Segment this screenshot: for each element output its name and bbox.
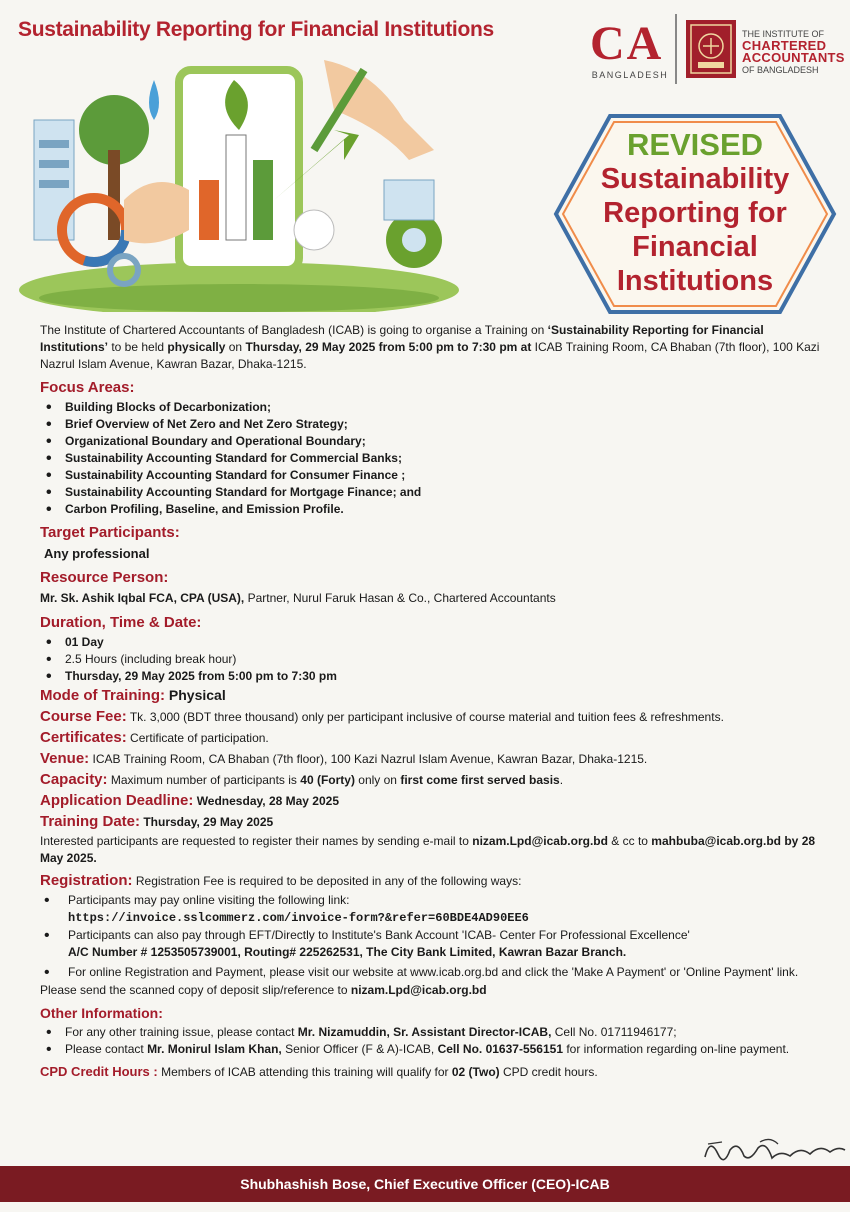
deadline-label: Application Deadline:: [40, 792, 194, 809]
resource-person: [40, 589, 820, 608]
intro-text-1: The Institute of Chartered Accountants of Bangladesh (ICAB) is going to organise a Training on: [40, 323, 548, 337]
ca-logo-sub: BANGLADESH: [591, 70, 669, 80]
other-contact-2: Mr. Monirul Islam Khan,: [147, 1042, 282, 1056]
other-text-1c: Cell No. 01711946177;: [551, 1025, 677, 1039]
ca-bangladesh-logo: [590, 17, 670, 84]
other-text-2e: for information regarding on-line payment.: [563, 1042, 790, 1056]
icab-name: [742, 28, 845, 76]
intro-text-2: to be held: [108, 340, 168, 354]
other-text-2c: Senior Officer (F & A)-ICAB,: [281, 1042, 438, 1056]
cpd-row: [40, 1062, 820, 1082]
badge-line2: Reporting for: [603, 197, 787, 229]
fee-label: Course Fee:: [40, 708, 127, 725]
cpd-text: Members of ICAB attending this training will qualify for: [157, 1065, 452, 1079]
registration-label: Registration:: [40, 872, 133, 889]
bank-account: A/C Number # 1253505739001, Routing# 225262531, The City Bank Limited, Kawran Bazar Branch.: [68, 945, 627, 959]
interest-email-2[interactable]: mahbuba@icab.org.bd: [651, 834, 782, 848]
deadline-value: Wednesday, 28 May 2025: [193, 794, 339, 808]
slip-email[interactable]: nizam.Lpd@icab.org.bd: [350, 983, 487, 997]
icab-crest-icon: [686, 20, 736, 78]
intro-paragraph: [40, 322, 820, 373]
focus-heading: Focus Areas:: [40, 379, 135, 396]
registration-online: [68, 892, 820, 927]
icab-name-line3: ACCOUNTANTS: [742, 50, 845, 65]
cert-row: [40, 728, 820, 748]
intro-text-3: on: [225, 340, 246, 354]
mode-row: [40, 686, 820, 706]
badge-line1: Sustainability: [600, 163, 790, 195]
interest-text-1: Interested participants are requested to register their names by sending e-mail to: [40, 834, 473, 848]
intro-text-4: ICAB Training Room, CA Bhaban (7th floor), 100 Kazi Nazrul Islam Avenue, Kawran Bazar, Dhaka-1215.: [40, 340, 820, 371]
other-item-1: [52, 1024, 820, 1041]
badge-line3: Financial: [632, 231, 758, 263]
registration-list: [40, 892, 820, 961]
intro-mode: physically: [167, 340, 226, 354]
focus-item: • Sustainability Accounting Standard for Consumer Finance ;: [52, 467, 820, 484]
duration-list: [40, 634, 820, 685]
interest-text-2: & cc to: [607, 834, 652, 848]
other-item-2: [52, 1041, 820, 1058]
focus-item: • Brief Overview of Net Zero and Net Zero Strategy;: [52, 416, 820, 433]
registration-row: [40, 871, 820, 891]
mode-value: Physical: [165, 687, 226, 703]
focus-item: • Sustainability Accounting Standard for Commercial Banks;: [52, 450, 820, 467]
hero-illustration: [14, 40, 464, 312]
cert-value: Certificate of participation.: [126, 731, 269, 745]
capacity-text-1: Maximum number of participants is: [107, 773, 301, 787]
registration-website: • For online Registration and Payment, please visit our website at www.icab.org.bd and click the 'Make A Payment' or 'Online Payment' link.: [68, 964, 820, 981]
capacity-basis: first come first served basis: [400, 773, 560, 787]
focus-item: • Organizational Boundary and Operational Boundary;: [52, 433, 820, 450]
duration-heading: Duration, Time & Date:: [40, 614, 202, 631]
focus-list: [40, 399, 820, 518]
cpd-label: CPD Credit Hours :: [40, 1064, 158, 1079]
resource-rest: Partner, Nurul Faruk Hasan & Co., Chartered Accountants: [244, 591, 556, 605]
capacity-label: Capacity:: [40, 771, 108, 788]
target-heading: Target Participants:: [40, 524, 180, 541]
focus-item: • Carbon Profiling, Baseline, and Emission Profile.: [52, 501, 820, 518]
badge-line4: Institutions: [616, 265, 774, 297]
registration-intro: Registration Fee is required to be deposited in any of the following ways:: [132, 874, 522, 888]
training-date-row: [40, 812, 820, 832]
other-cell-2: Cell No. 01637-556151: [437, 1042, 563, 1056]
deadline-row: [40, 791, 820, 811]
target-value: Any professional: [44, 546, 150, 561]
intro-topic: ‘Sustainability Reporting for Financial Institutions’: [40, 323, 764, 354]
cpd-end: CPD credit hours.: [499, 1065, 598, 1079]
capacity-row: [40, 770, 820, 790]
footer-bar: Shubhashish Bose, Chief Executive Officer (CEO)-ICAB: [0, 1166, 850, 1202]
registration-eft: [68, 927, 820, 961]
icab-name-line4: OF BANGLADESH: [742, 65, 819, 75]
registration-online-text: Participants may pay online visiting the following link:: [68, 893, 350, 907]
capacity-number: 40 (Forty): [300, 773, 355, 787]
registration-slip-text: Please send the scanned copy of deposit slip/reference to: [40, 983, 351, 997]
duration-hours: • 2.5 Hours (including break hour): [52, 651, 820, 668]
duration-datetime: • Thursday, 29 May 2025 from 5:00 pm to 7:30 pm: [52, 668, 820, 685]
badge-revised: REVISED: [626, 127, 764, 162]
page-title: Sustainability Reporting for Financial Institutions: [18, 18, 494, 41]
focus-item: • Sustainability Accounting Standard for Mortgage Finance; and: [52, 484, 820, 501]
duration-day: • 01 Day: [52, 634, 820, 651]
fee-row: [40, 707, 820, 727]
resource-heading: Resource Person:: [40, 569, 169, 586]
icab-name-line2: CHARTERED: [742, 38, 827, 53]
badge-text: [552, 128, 838, 298]
capacity-text-2: only on: [354, 773, 401, 787]
registration-eft-text: Participants can also pay through EFT/Directly to Institute's Bank Account 'ICAB- Center For Professional Excellence': [68, 928, 690, 942]
mode-label: Mode of Training:: [40, 687, 165, 704]
fee-value: Tk. 3,000 (BDT three thousand) only per participant inclusive of course material and tuition fees & refreshments.: [126, 710, 724, 724]
registration-website-list: [40, 964, 820, 981]
icab-name-line1: THE INSTITUTE OF: [742, 29, 824, 39]
venue-value: ICAB Training Room, CA Bhaban (7th floor), 100 Kazi Nazrul Islam Avenue, Kawran Bazar, Dhaka-1215.: [89, 752, 648, 766]
cpd-hours: 02 (Two): [451, 1065, 500, 1079]
other-list: [40, 1024, 820, 1058]
interest-email-1[interactable]: nizam.Lpd@icab.org.bd: [472, 834, 608, 848]
main-content: [40, 322, 820, 1083]
venue-label: Venue:: [40, 750, 90, 767]
venue-row: [40, 749, 820, 769]
other-text-2a: Please contact: [65, 1042, 148, 1056]
focus-item: • Building Blocks of Decarbonization;: [52, 399, 820, 416]
cert-label: Certificates:: [40, 729, 127, 746]
payment-link[interactable]: https://invoice.sslcommerz.com/invoice-form?&refer=60BDE4AD90EE6: [68, 911, 529, 925]
other-heading: Other Information:: [40, 1005, 163, 1021]
interest-paragraph: [40, 833, 820, 867]
interest-text-3: by 28 May 2025.: [40, 834, 816, 865]
ca-logo-text: CA: [590, 17, 664, 70]
intro-when: Thursday, 29 May 2025 from 5:00 pm to 7:30 pm at: [245, 340, 532, 354]
resource-name: Mr. Sk. Ashik Iqbal FCA, CPA (USA),: [40, 591, 245, 605]
training-date-label: Training Date:: [40, 813, 141, 830]
logo-divider: [675, 14, 677, 84]
training-date-value: Thursday, 29 May 2025: [140, 815, 274, 829]
registration-slip: [40, 982, 820, 999]
other-text-1a: For any other training issue, please contact: [65, 1025, 298, 1039]
other-contact-1: Mr. Nizamuddin, Sr. Assistant Director-ICAB,: [297, 1025, 552, 1039]
capacity-text-3: .: [559, 773, 564, 787]
